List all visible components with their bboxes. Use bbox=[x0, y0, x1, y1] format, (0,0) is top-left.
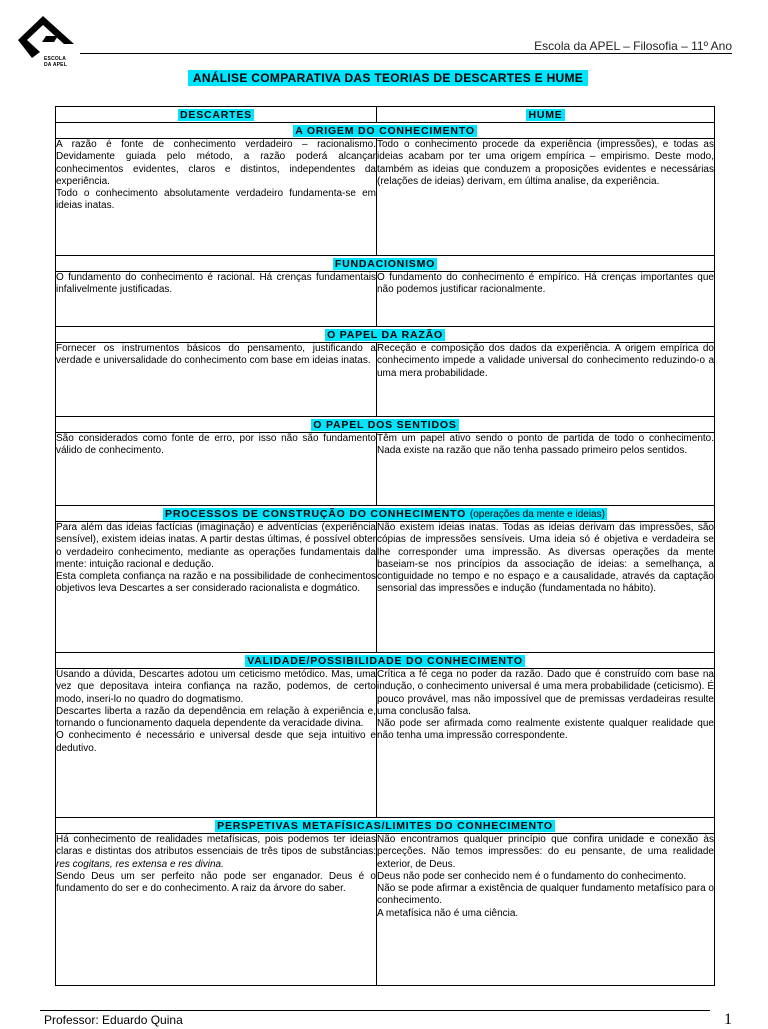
section-heading bbox=[56, 818, 715, 834]
column-label: DESCARTES bbox=[180, 109, 252, 121]
cell-paragraph: Crítica a fé cega no poder da razão. Dado que é construído com base na indução, o conhecimento universal é uma mera probabilidade (ceticismo). É pouco provável, mas não impossível que de premissas verdadeiras resulte uma conclusão falsa. bbox=[377, 669, 714, 717]
descartes-cell bbox=[56, 272, 377, 327]
comparison-table bbox=[55, 106, 715, 986]
section-heading-label: VALIDADE/POSSIBILIDADE DO CONHECIMENTO bbox=[247, 655, 523, 667]
cell-paragraph: O fundamento do conhecimento é racional. Há crenças fundamentais infalivelmente justificadas. bbox=[56, 272, 376, 296]
section-heading bbox=[56, 256, 715, 272]
cell-paragraph: A razão é fonte de conhecimento verdadeiro – racionalismo. Devidamente guiada pelo método, a razão poderá alcançar conhecimentos evidentes, claros e distintos, independentes da experiência. bbox=[56, 139, 376, 187]
descartes-cell bbox=[56, 433, 377, 506]
section-heading-label: A ORIGEM DO CONHECIMENTO bbox=[295, 125, 475, 137]
document-title: ANÁLISE COMPARATIVA DAS TEORIAS DE DESCARTES E HUME bbox=[188, 70, 588, 86]
section-heading bbox=[56, 653, 715, 669]
footer-rule bbox=[40, 1010, 710, 1011]
section-heading-row bbox=[56, 653, 715, 669]
header-school: Escola da APEL – Filosofia – 11º Ano bbox=[534, 39, 732, 53]
section-heading-label: FUNDACIONISMO bbox=[334, 258, 436, 270]
section-heading-label bbox=[163, 508, 607, 520]
cell-paragraph bbox=[56, 834, 376, 871]
logo-mark-icon bbox=[18, 16, 78, 58]
cell-paragraph: O conhecimento é necessário e universal desde que seja intuitivo e dedutivo. bbox=[56, 730, 376, 754]
descartes-cell bbox=[56, 343, 377, 417]
cell-paragraph: Todo o conhecimento absolutamente verdadeiro fundamenta-se em ideias inatas. bbox=[56, 188, 376, 212]
section-heading-label: O PAPEL DOS SENTIDOS bbox=[313, 419, 457, 431]
hume-cell bbox=[377, 343, 715, 417]
cell-paragraph: O fundamento do conhecimento é empírico. Há crenças importantes que não podemos justificar racionalmente. bbox=[377, 272, 714, 296]
cell-paragraph: Esta completa confiança na razão e na possibilidade de conhecimentos objetivos leva Descartes a ser considerado racionalista e dogmático. bbox=[56, 571, 376, 595]
cell-paragraph: Todo o conhecimento procede da experiência (impressões), e todas as ideias acabam por ter uma origem empírica – empirismo. Deste modo, também as ideias que conduzem a proposições evidentes e necessárias (relações de ideias) derivam, em última analise, da experiência. bbox=[377, 139, 714, 187]
column-header-descartes bbox=[56, 107, 377, 123]
section-heading-label: O PAPEL DA RAZÃO bbox=[327, 329, 443, 341]
section-heading-main: PROCESSOS DE CONSTRUÇÃO DO CONHECIMENTO bbox=[165, 508, 467, 520]
cell-text: Há conhecimento de realidades metafísicas, pois podemos ter ideias claras e distintas dos atributos essenciais de três tipos de substâncias: bbox=[56, 834, 376, 858]
column-header-row bbox=[56, 107, 715, 123]
section-content-row bbox=[56, 343, 715, 417]
section-content-row bbox=[56, 522, 715, 653]
section-heading bbox=[56, 506, 715, 522]
cell-paragraph: São considerados como fonte de erro, por isso não são fundamento válido de conhecimento. bbox=[56, 433, 376, 457]
section-heading-row bbox=[56, 506, 715, 522]
cell-paragraph: Usando a dúvida, Descartes adotou um ceticismo metódico. Mas, uma vez que depositava inteira confiança na razão, podemos, de certo modo, inseri-lo no quadro do dogmatismo. bbox=[56, 669, 376, 705]
section-heading-label: PERSPETIVAS METAFÍSICAS/LIMITES DO CONHECIMENTO bbox=[217, 820, 553, 832]
section-heading-row bbox=[56, 256, 715, 272]
footer-professor: Professor: Eduardo Quina bbox=[44, 1013, 183, 1027]
section-content-row bbox=[56, 272, 715, 327]
cell-paragraph: Não pode ser afirmada como realmente existente qualquer realidade que não tenha uma impressão correspondente. bbox=[377, 718, 714, 742]
cell-paragraph: Para além das ideias factícias (imaginação) e adventícias (experiência sensível), existem ideias inatas. A partir destas últimas, é possível obter o verdadeiro conhecimento, mediante as operações fundamentais da mente: intuição racional e dedução. bbox=[56, 522, 376, 570]
cell-paragraph: Receção e composição dos dados da experiência. A origem empírica do conhecimento impede a validade universal do conhecimento reduzindo-o a uma mera probabilidade. bbox=[377, 343, 714, 379]
descartes-cell bbox=[56, 669, 377, 818]
logo-text bbox=[44, 56, 67, 68]
hume-cell bbox=[377, 669, 715, 818]
descartes-cell bbox=[56, 522, 377, 653]
cell-paragraph: A metafísica não é uma ciência. bbox=[377, 907, 519, 919]
page-number: 1 bbox=[724, 1011, 732, 1028]
cell-paragraph: Fornecer os instrumentos básicos do pensamento, justificando a verdade e universalidade do conhecimento com base em ideias inatas. bbox=[56, 343, 376, 367]
section-content-row bbox=[56, 669, 715, 818]
logo-text-line: DA APEL bbox=[44, 62, 67, 68]
section-content-row bbox=[56, 433, 715, 506]
section-content-row bbox=[56, 139, 715, 256]
hume-cell bbox=[377, 522, 715, 653]
section-heading bbox=[56, 417, 715, 433]
hume-cell bbox=[377, 272, 715, 327]
cell-text-italic: res cogitans, res extensa e res divina. bbox=[56, 858, 224, 870]
cell-paragraph: Sendo Deus um ser perfeito não pode ser enganador. Deus é o fundamento do ser e do conhecimento. A raiz da árvore do saber. bbox=[56, 870, 376, 895]
cell-paragraph: Não encontramos qualquer princípio que confira unidade e conexão às perceções. Não temos impressões: do eu pensante, de uma realidade exterior, de Deus. bbox=[377, 834, 714, 870]
section-heading-row bbox=[56, 818, 715, 834]
section-heading bbox=[56, 327, 715, 343]
section-heading bbox=[56, 123, 715, 139]
header-rule bbox=[80, 53, 732, 54]
hume-cell bbox=[377, 834, 715, 986]
column-header-hume bbox=[377, 107, 715, 123]
hume-cell bbox=[377, 433, 715, 506]
section-heading-sub: (operações da mente e ideias) bbox=[469, 509, 605, 520]
descartes-cell bbox=[56, 139, 377, 256]
cell-paragraph: Deus não pode ser conhecido nem é o fundamento do conhecimento. bbox=[377, 870, 687, 882]
cell-paragraph: Têm um papel ativo sendo o ponto de partida de todo o conhecimento. Nada existe na razão que não tenha passado primeiro pelos sentidos. bbox=[377, 433, 714, 457]
cell-paragraph: Descartes liberta a razão da dependência em relação à experiência e, tornando o funcionamento daquela dependente da veracidade divina. bbox=[56, 705, 376, 730]
column-label: HUME bbox=[528, 109, 563, 121]
cell-paragraph: Não existem ideias inatas. Todas as ideias derivam das impressões, são cópias de impressões sensíveis. Uma ideia só é objetiva e verdadeira se lhe corresponder uma impressão. As diversas operações da mente baseiam-se nos princípios da associação de ideias: a semelhança, a contiguidade no tempo e no espaço e a causalidade, através da captação sensorial das impressões e indução (fundamentada no hábito). bbox=[377, 522, 714, 595]
section-heading-row bbox=[56, 417, 715, 433]
section-content-row bbox=[56, 834, 715, 986]
hume-cell bbox=[377, 139, 715, 256]
section-heading-row bbox=[56, 327, 715, 343]
descartes-cell bbox=[56, 834, 377, 986]
cell-paragraph: Não se pode afirmar a existência de qualquer fundamento metafísico para o conhecimento. bbox=[377, 883, 714, 907]
logo-text-line: ESCOLA bbox=[44, 56, 67, 62]
section-heading-row bbox=[56, 123, 715, 139]
